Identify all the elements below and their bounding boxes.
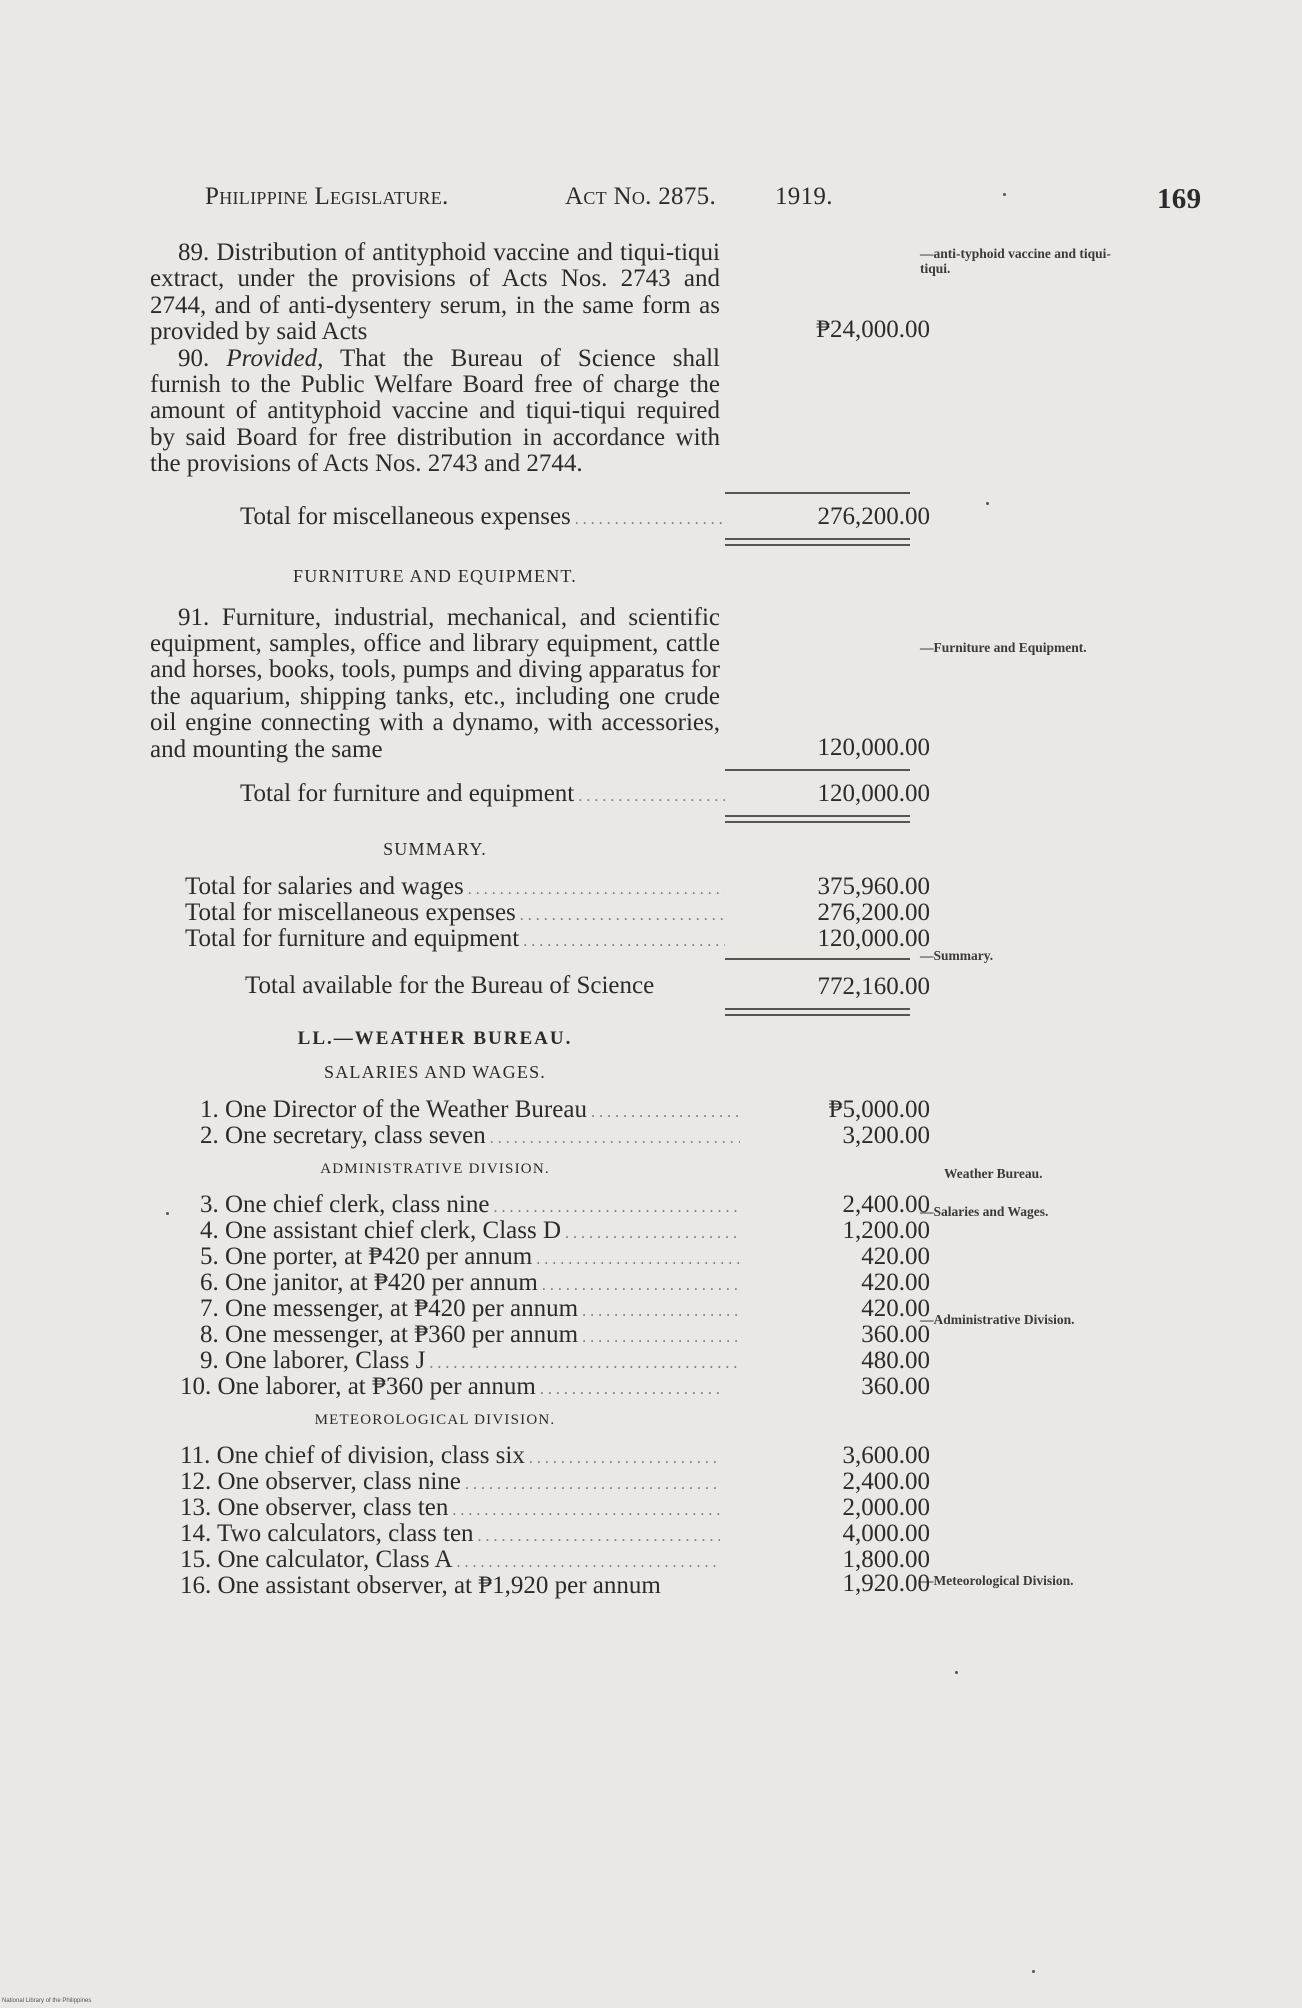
salary-row: 5. One porter, at ₱420 per annum . . . 420.00	[150, 1244, 930, 1270]
heading-furniture: FURNITURE AND EQUIPMENT.	[293, 565, 577, 586]
item-16-amount: 1,920.00	[842, 1570, 930, 1598]
margin-note-summary: —Summary.	[920, 948, 994, 963]
page-number: 169	[1157, 183, 1202, 215]
margin-note-salaries: —Salaries and Wages.	[920, 1204, 1049, 1219]
total-misc-row	[150, 502, 930, 532]
item-16	[150, 1570, 930, 1600]
margin-note-meteo: —Meteorological Division.	[920, 1573, 1074, 1588]
scan-speck	[955, 1671, 958, 1674]
salary-row: 4. One assistant chief clerk, Class D . . . 1,200.00	[150, 1218, 930, 1244]
scan-speck	[1003, 193, 1006, 196]
heading-meteo-division: METEOROLOGICAL DIVISION.	[314, 1412, 556, 1429]
item-90	[150, 346, 930, 478]
scan-speck	[166, 1212, 169, 1215]
summary-grand-value: 772,160.00	[817, 972, 930, 1000]
salary-row: 9. One laborer, Class J . . . 480.00	[150, 1348, 930, 1374]
double-rule	[725, 538, 910, 546]
margin-note-furniture: —Furniture and Equipment.	[920, 640, 1087, 655]
item-91	[150, 605, 930, 763]
salary-row: 1. One Director of the Weather Bureau . . . ₱5,000.00	[150, 1097, 930, 1123]
heading-summary: SUMMARY.	[383, 839, 487, 860]
salary-row: 2. One secretary, class seven . . . 3,200.00	[150, 1123, 930, 1149]
summary-grand-total	[150, 972, 930, 1000]
summary-row: Total for furniture and equipment . . . 120,000.00	[150, 926, 930, 952]
total-misc-label: Total for miscellaneous expenses . . .	[240, 502, 725, 535]
salary-row: 12. One observer, class nine . . . 2,400.00	[150, 1469, 930, 1495]
salary-row: 14. Two calculators, class ten . . . 4,000.00	[150, 1521, 930, 1547]
scan-speck	[986, 502, 989, 505]
margin-note-antityphoid: —anti-typhoid vaccine and tiqui-tiqui.	[920, 246, 1111, 276]
double-rule	[725, 1008, 910, 1016]
item-89-text: 89. Distribution of antityphoid vaccine and tiqui-tiqui extract, under the provisions of Acts Nos. 2743 and 2744, and of anti-dysentery serum, in the same form as provided by said Acts	[150, 239, 720, 346]
item-90-text: 90. Provided, That the Bureau of Science shall furnish to the Public Welfare Board free of charge the amount of antityphoid vaccine and tiqui-tiqui required by said Board for free distribution in accordance with the provisions of Acts Nos. 2743 and 2744.	[150, 344, 721, 478]
salary-row: 3. One chief clerk, class nine . . . 2,400.00	[150, 1192, 930, 1218]
margin-note-admin: —Administrative Division.	[920, 1312, 1075, 1327]
item-91-amount: 120,000.00	[817, 733, 930, 761]
heading-salaries: SALARIES AND WAGES.	[324, 1062, 546, 1083]
total-misc-value: 276,200.00	[817, 502, 930, 530]
item-89-amount: ₱24,000.00	[816, 316, 930, 344]
salary-row: 7. One messenger, at ₱420 per annum . . . 420.00	[150, 1296, 930, 1322]
summary-row: Total for salaries and wages . . . 375,960.00	[150, 874, 930, 900]
running-head-title: Philippine Legislature.	[205, 183, 449, 210]
body-column	[150, 240, 930, 1600]
salary-row: 11. One chief of division, class six . . . 3,600.00	[150, 1443, 930, 1469]
summary-grand-label: Total available for the Bureau of Science	[245, 972, 655, 1000]
item-89	[150, 240, 930, 346]
heading-admin-division: ADMINISTRATIVE DIVISION.	[320, 1161, 550, 1178]
scan-speck	[1032, 1970, 1035, 1973]
running-head-year: 1919.	[775, 183, 833, 210]
salary-row: 13. One observer, class ten . . . 2,000.00	[150, 1495, 930, 1521]
salary-row: 15. One calculator, Class A . . . 1,800.00	[150, 1547, 930, 1573]
library-footer: National Library of the Philippines	[2, 1998, 92, 2004]
total-furniture-row	[150, 779, 930, 809]
running-head	[205, 183, 1205, 217]
item-16-text: 16. One assistant observer, at ₱1,920 per annum	[180, 1572, 661, 1600]
running-head-act: Act No. 2875.	[565, 183, 717, 210]
total-furniture-value: 120,000.00	[817, 780, 930, 808]
salary-row: 10. One laborer, at ₱360 per annum . . . 360.00	[150, 1374, 930, 1400]
summary-row: Total for miscellaneous expenses . . . 276,200.00	[150, 900, 930, 926]
heading-weather-bureau: LL.—WEATHER BUREAU.	[297, 1028, 573, 1050]
salary-row: 8. One messenger, at ₱360 per annum . . . 360.00	[150, 1322, 930, 1348]
margin-note-weather: Weather Bureau.	[944, 1166, 1043, 1181]
total-furniture-label: Total for furniture and equipment . . .	[240, 779, 725, 812]
salary-row: 6. One janitor, at ₱420 per annum . . . 420.00	[150, 1270, 930, 1296]
item-91-text: 91. Furniture, industrial, mechanical, and scientific equipment, samples, office and library equipment, cattle and horses, books, tools, pumps and diving apparatus for the aquarium, shipping tanks, etc., including one crude oil engine connecting with a dynamo, with accessories, and mounting the same	[150, 603, 720, 763]
double-rule	[725, 815, 910, 823]
